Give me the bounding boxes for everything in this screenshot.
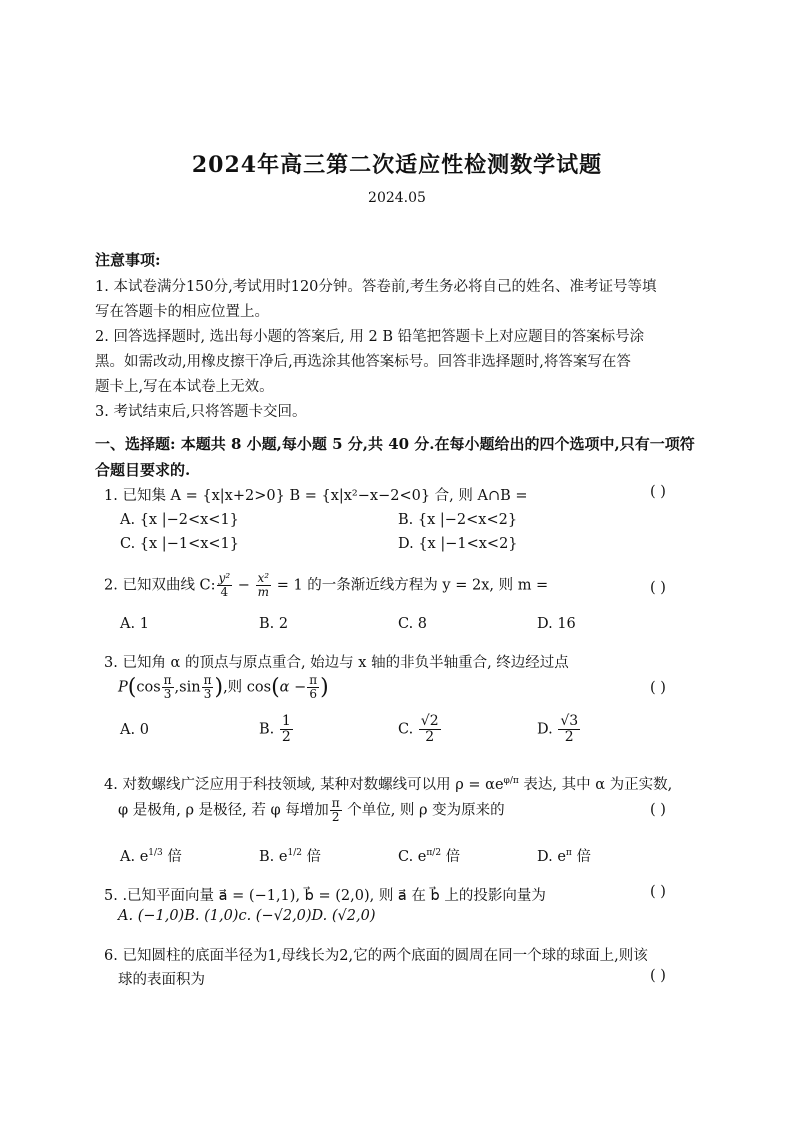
- question-1-stem: 1. 已知集 A = {x|x+2>0} B = {x|x²−x−2<0} 合, 则 A∩B =: [104, 488, 528, 504]
- answer-bracket: ( ): [650, 680, 666, 696]
- exam-date: 2024.05: [368, 190, 426, 206]
- q4-option-d: D. $e^\pi$ 倍: [537, 848, 591, 865]
- q4-option-a: A. $e^{1/3}$ 倍: [120, 848, 182, 865]
- notes-line: 写在答题卡的相应位置上。: [95, 304, 269, 320]
- q2-option-a: A. 1: [120, 616, 149, 632]
- q4-option-c: C. $e^{\pi/2}$ 倍: [398, 848, 461, 865]
- section-heading-cont: 合题目要求的.: [95, 461, 191, 479]
- question-4-stem-cont: φ 是极角, ρ 是极径, 若 φ 每增加 $\frac{\pi}{2}$ 个单位, 则 ρ 变为原来的: [118, 796, 505, 824]
- question-2-stem: 2. 已知双曲线 C: $\frac{\text{y²}}{4}$ − $\frac{\text{x²}}{m}$ = 1 的一条渐近线方程为 y = 2x, 则 m =: [104, 571, 549, 599]
- q2-option-b: B. 2: [259, 616, 289, 632]
- q1-option-b: B. {x |−2<x<2}: [398, 512, 518, 528]
- answer-bracket: ( ): [650, 802, 666, 818]
- q4-option-b: B. $e^{1/2}$ 倍: [259, 848, 322, 865]
- notes-heading: 注意事项:: [95, 251, 161, 269]
- q1-option-c: C. {x |−1<x<1}: [120, 536, 239, 552]
- question-3-point: P(cos $\frac{\pi}{3}$ ,sin $\frac{\pi}{3}$ ),则 cos(α − $\frac{\pi}{6}$ ): [118, 673, 329, 701]
- q3-option-d: D. $\frac{√3}{2}$: [537, 713, 579, 745]
- question-4-stem: 4. 对数螺线广泛应用于科技领域, 某种对数螺线可以用 $\rho = \alpha e^{\varphi/\pi}$ 表达, 其中 α 为正实数,: [104, 776, 673, 793]
- notes-line: 1. 本试卷满分150分,考试用时120分钟。答卷前,考生务必将自己的姓名、准考证号等填: [95, 279, 657, 295]
- answer-bracket: ( ): [650, 884, 666, 900]
- q1-option-a: A. {x |−2<x<1}: [120, 512, 239, 528]
- q2-option-c: C. 8: [398, 616, 428, 632]
- q1-option-d: D. {x |−1<x<2}: [398, 536, 518, 552]
- q3-option-b: B. $\frac{1}{2}$: [259, 713, 291, 745]
- notes-line: 2. 回答选择题时, 选出每小题的答案后, 用 2 B 铅笔把答题卡上对应题目的答案标号涂: [95, 329, 645, 345]
- question-6-stem: 6. 已知圆柱的底面半径为1,母线长为2,它的两个底面的圆周在同一个球的球面上,则该: [104, 948, 648, 964]
- question-5-stem: 5. .已知平面向量 a⃗ = (−1,1), b⃗ = (2,0), 则 a⃗ 在 b⃗ 上的投影向量为: [104, 888, 546, 904]
- q3-option-c: C. $\frac{√2}{2}$: [398, 713, 439, 745]
- notes-line: 3. 考试结束后,只将答题卡交回。: [95, 404, 307, 420]
- notes-line: 题卡上,写在本试卷上无效。: [95, 379, 274, 395]
- page-title: 2024年高三第二次适应性检测数学试题: [191, 152, 603, 178]
- q2-option-d: D. 16: [537, 616, 576, 632]
- question-6-stem-cont: 球的表面积为: [118, 972, 205, 988]
- section-heading: 一、选择题: 本题共 8 小题,每小题 5 分,共 40 分.在每小题给出的四个选项中,只有一项符: [95, 435, 695, 453]
- q5-options: A. (−1,0)B. (1,0)c. (−√2,0)D. (√2,0): [118, 908, 376, 924]
- notes-line: 黑。如需改动,用橡皮擦干净后,再选涂其他答案标号。回答非选择题时,将答案写在答: [95, 354, 631, 370]
- answer-bracket: ( ): [650, 968, 666, 984]
- answer-bracket: ( ): [650, 484, 666, 500]
- question-3-stem: 3. 已知角 α 的顶点与原点重合, 始边与 x 轴的非负半轴重合, 终边经过点: [104, 655, 569, 671]
- answer-bracket: ( ): [650, 580, 666, 596]
- q3-option-a: A. 0: [120, 722, 149, 738]
